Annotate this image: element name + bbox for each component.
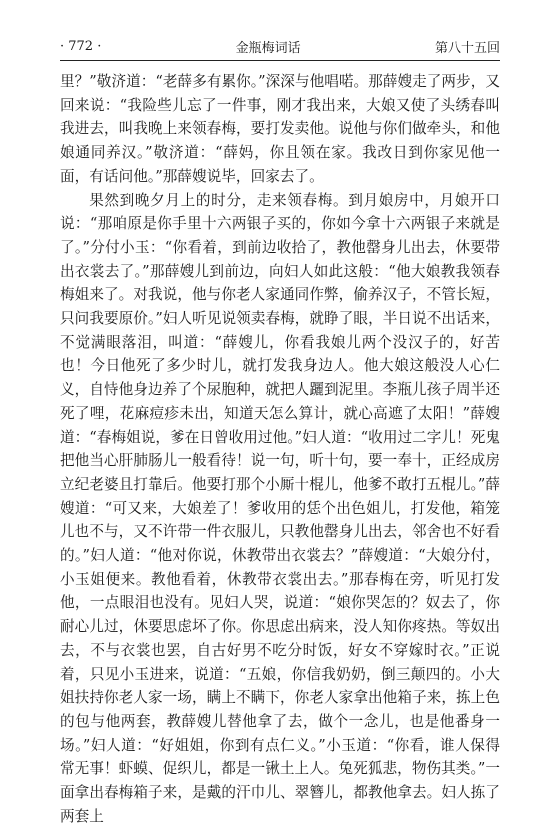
chapter-title: 第八十五回 [434, 40, 500, 56]
paragraph: 里？”敬济道：“老薛多有累你。”深深与他唱喏。那薛嫂走了两步，又回来说：“我险些儿忘了一件事，刚才我出来，大娘又使了头绣春叫我进去，叫我晚上来领春梅，要打发卖他。说他与你们做牵头，和他娘通同养汉。”敬济道：“薛妈，你且领在家。我改日到你家见他一面，有话问他。”那薛嫂说毕，回家去了。 [60, 73, 500, 185]
page-body [60, 70, 500, 829]
book-title: 金瓶梅词话 [235, 40, 301, 56]
paragraph: 果然到晚夕月上的时分，走来领春梅。到月娘房中，月娘开口说：“那咱原是你手里十六两银子买的，你如今拿十六两银子来就是了。”分付小玉：“你看着，到前边收拾了，教他罄身儿出去，休要带出衣裳去了。”那薛嫂儿到前边，向妇人如此这般：“他大娘教我领春梅姐来了。对我说，他与你老人家通同作弊，偷养汉子，不管长短，只问我要原价。”妇人听见说领卖春梅，就睁了眼，半日说不出话来，不觉满眼落泪，叫道：“薛嫂儿，你看我娘儿两个没汉子的，好苦也！今日他死了多少时儿，就打发我身边人。他大娘这般没人心仁义，自恃他身边养了个尿胞种，就把人躧到泥里。李瓶儿孩子周半还死了哩，花麻痘疹未出，知道天怎么算计，就心高遮了太阳！”薛嫂道：“春梅姐说，爹在日曾收用过他。”妇人道：“收用过二字儿！死鬼把他当心肝肺肠儿一般看待！说一句，听十句，要一奉十，正经成房立纪老婆且打靠后。他要打那个小厮十棍儿，他爹不敢打五棍儿。”薛嫂道：“可又来，大娘差了！爹收用的恁个出色姐儿，打发他，箱笼儿也不与，又不许带一件衣服儿，只教他罄身儿出去，邻舍也不好看的。”妇人道：“他对你说，休教带出衣裳去？”薛嫂道：“大娘分付，小玉姐便来。教他看着，休教带衣裳出去。”那春梅在旁，听见打发他，一点眼泪也没有。见妇人哭，说道：“娘你哭怎的？奴去了，你耐心儿过，休要思虑坏了你。你思虑出病来，没人知你疼热。等奴出去，不与衣裳也罢，自古好男不吃分时饭，好女不穿嫁时衣。”正说着，只见小玉进来，说道：“五娘，你信我奶奶，倒三颠四的。小大姐扶持你老人家一场，瞒上不瞒下，你老人家拿出他箱子来，拣上色的包与他两套，教薛嫂儿替他拿了去，做个一念儿，也是他番身一场。”妇人道：“好姐姐，你到有点仁义。”小玉道：“你看，谁人保得常无事！虾蟆、促织儿，都是一锹土上人。兔死狐悲，物伤其类。”一面拿出春梅箱子来，是戴的汗巾儿、翠簪儿，都教他拿去。妇人拣了两套上 [60, 191, 500, 825]
header-rule [60, 60, 500, 61]
page-header [60, 35, 500, 57]
page-number: · 772 · [60, 38, 102, 54]
